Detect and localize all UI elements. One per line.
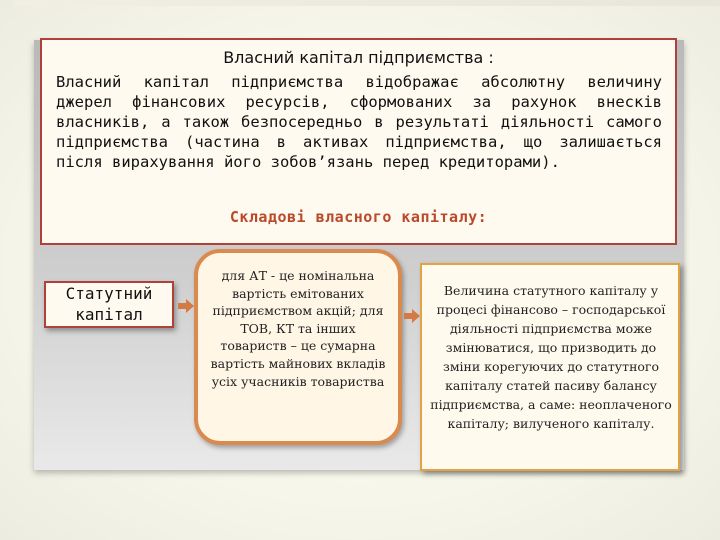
term-line-1: Статутний (65, 284, 153, 303)
components-heading: Складові власного капіталу: (229, 208, 488, 226)
definition-text: Власний капітал підприємства відображає абсолютну величину джерел фінансових ресурсів, сформованих за рахунок внесків власників, а також безпосередньо в результаті діяльності самого підприємства (частина в активах підприємства, що залишається після вирахування його зобов’язань перед кредиторами). (56, 73, 662, 171)
right-arrow-icon (404, 309, 420, 323)
definition-box (40, 38, 677, 245)
note-text: Величина статутного капіталу у процесі фінансово – господарської діяльності підприємства може змінюватися, що призводить до зміни корегуючих до статутного капіталу статей пасиву балансу підприємства, а саме: неоплаченого капіталу; вилученого капіталу. (430, 283, 672, 431)
term-line-2: капітал (75, 305, 143, 324)
explanation-text: для АТ - це номінальна вартість емітованих підприємством акцій; для ТОВ, КТ та інших товариств – це сумарна вартість майнових вкладів усіх учасників товариства (210, 268, 386, 389)
explanation-box (194, 249, 402, 445)
slide-title: Власний капітал підприємства : (223, 48, 494, 67)
term-box (44, 281, 174, 328)
note-box (420, 263, 680, 471)
right-arrow-icon (178, 299, 194, 313)
top-decor-stripe (14, 0, 720, 6)
